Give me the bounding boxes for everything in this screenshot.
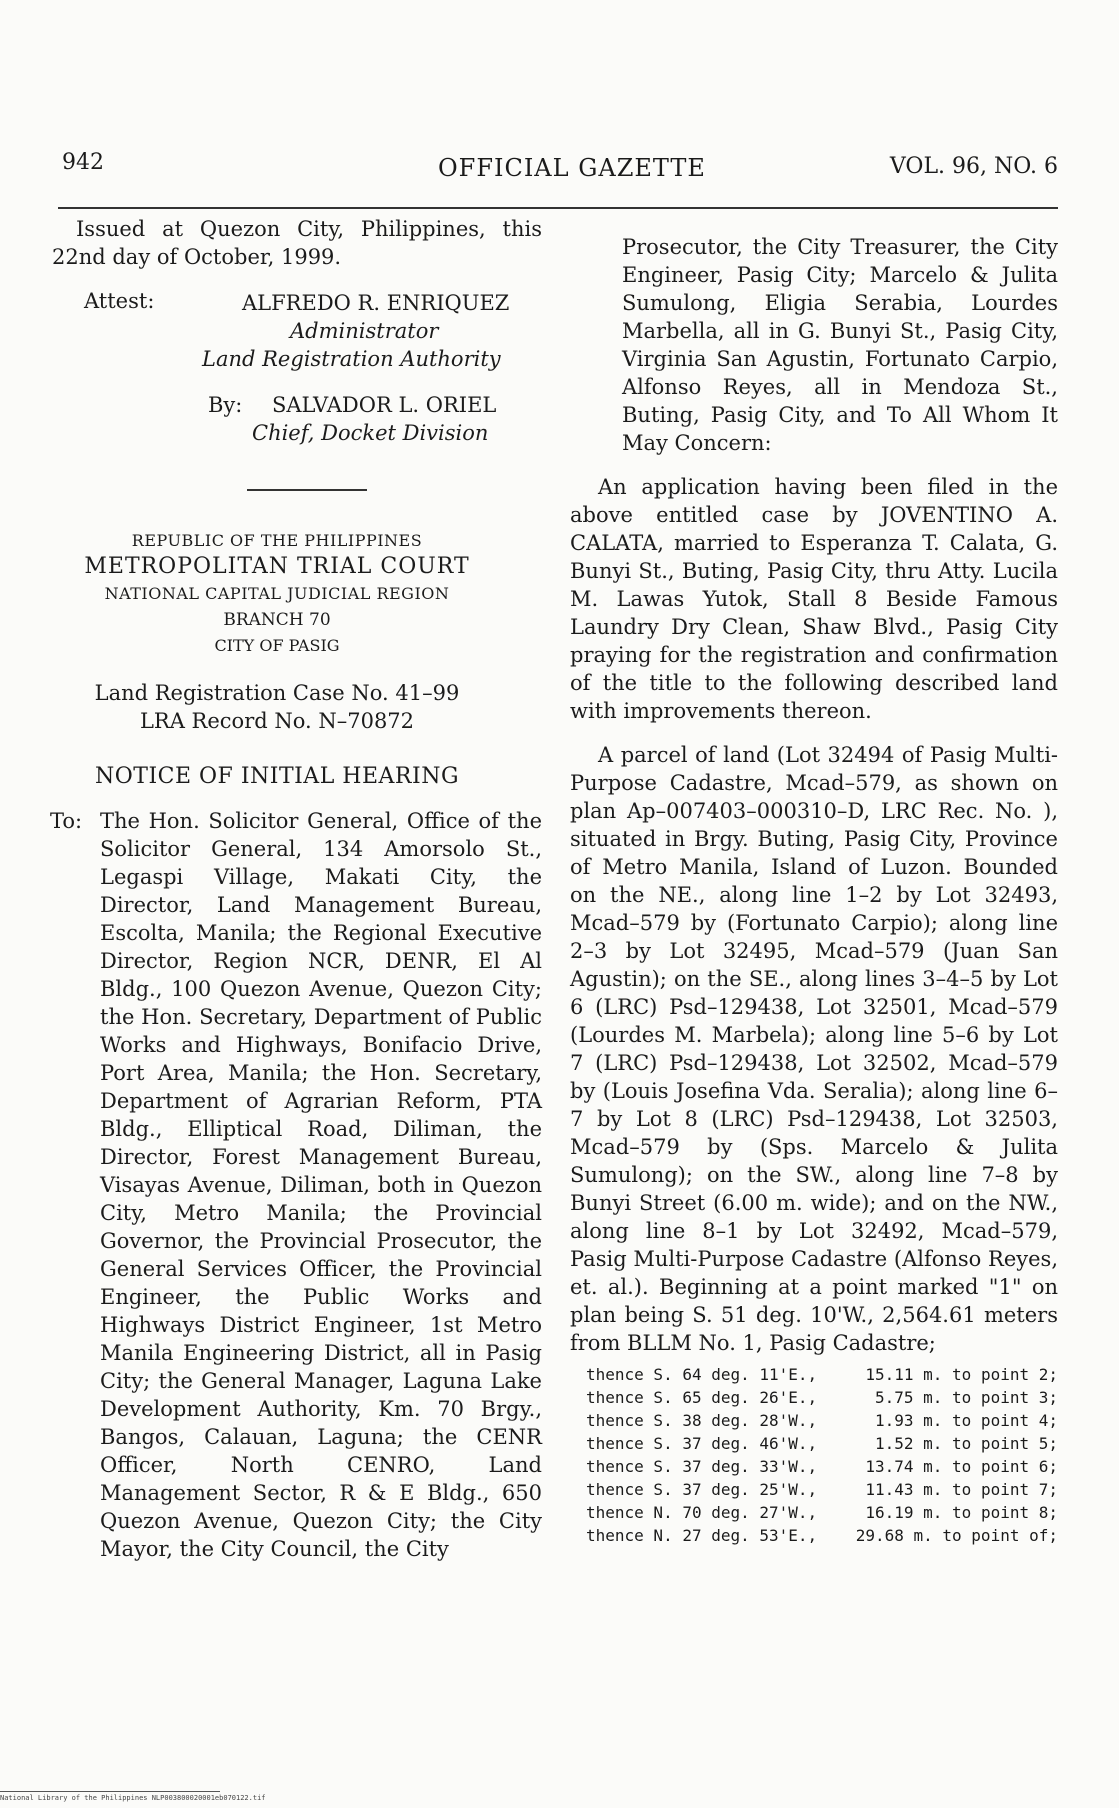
court-branch: BRANCH 70 — [223, 610, 331, 630]
attest-name: ALFREDO R. ENRIQUEZ — [242, 291, 510, 315]
publication-title: OFFICIAL GAZETTE — [438, 154, 706, 182]
bearing-direction: thence S. 37 deg. 46'W., — [586, 1434, 818, 1453]
bearing-row — [570, 1409, 1058, 1432]
bearing-distance: 15.11 m. to point 2; — [865, 1365, 1058, 1384]
bearing-direction: thence N. 70 deg. 27'W., — [586, 1503, 818, 1522]
attest-role-1: Administrator — [290, 319, 439, 343]
footer-rule — [0, 1791, 220, 1792]
bearing-direction: thence S. 64 deg. 11'E., — [586, 1365, 818, 1384]
bearing-row — [570, 1501, 1058, 1524]
volume-number: VOL. 96, NO. 6 — [889, 154, 1058, 179]
bearing-direction: thence N. 27 deg. 53'E., — [586, 1526, 818, 1545]
court-region: NATIONAL CAPITAL JUDICIAL REGION — [104, 584, 450, 603]
court-name: METROPOLITAN TRIAL COURT — [84, 554, 470, 579]
bearing-direction: thence S. 37 deg. 25'W., — [586, 1480, 818, 1499]
section-divider — [247, 489, 367, 491]
bearing-distance: 5.75 m. to point 3; — [874, 1388, 1058, 1407]
bearing-distance: 13.74 m. to point 6; — [865, 1457, 1058, 1476]
bearings-list — [570, 1363, 1058, 1547]
notice-title: NOTICE OF INITIAL HEARING — [94, 764, 460, 789]
page-number: 942 — [62, 150, 104, 175]
issued-line: Issued at Quezon City, Philippines, this 22nd day of October, 1999. — [52, 217, 542, 269]
bearing-row — [570, 1455, 1058, 1478]
bearing-distance: 29.68 m. to point of; — [855, 1526, 1058, 1545]
archive-footer: National Library of the Philippines NLP003800020001eb070122.tif — [0, 1794, 266, 1802]
court-city: CITY OF PASIG — [214, 636, 340, 655]
bearing-row — [570, 1363, 1058, 1386]
bearing-row — [570, 1386, 1058, 1409]
application-text-a: An application having been filed in the above entitled case by — [570, 475, 1058, 527]
application-text-b: , married to Esperanza T. Calata, G. Bunyi St., Buting, Pasig City, thru Atty. Lucila M. Lawas Yutok, Stall 8 Beside Famous Laundry Dry Clean, Shaw Blvd., Pasig City praying for the registration and confirmation of the title to the following described land with improvements thereon. — [570, 531, 1058, 723]
bearing-direction: thence S. 65 deg. 26'E., — [586, 1388, 818, 1407]
bearing-distance: 11.43 m. to point 7; — [865, 1480, 1058, 1499]
addressee-list: The Hon. Solicitor General, Office of the Solicitor General, 134 Amorsolo St., Legaspi Village, Makati City, the Director, Land Management Bureau, Escolta, Manila; the Regional Executive Director, Region NCR, DENR, El Al Bldg., 100 Quezon Avenue, Quezon City; the Hon. Secretary, Department of Public Works and Highways, Bonifacio Drive, Port Area, Manila; the Hon. Secretary, Department of Agrarian Reform, PTA Bldg., Elliptical Road, Diliman, the Director, Forest Management Bureau, Visayas Avenue, Diliman, both in Quezon City, Metro Manila; the Provincial Governor, the Provincial Prosecutor, the General Services Officer, the Provincial Engineer, the Public Works and Highways District Engineer, 1st Metro Manila Engineering District, all in Pasig City; the General Manager, Laguna Lake Development Authority, Km. 70 Brgy., Bangos, Calauan, Laguna; the CENR Officer, North CENRO, Land Management Sector, R & E Bldg., 650 Quezon Avenue, Quezon City; the City Mayor, the City Council, the City — [100, 809, 542, 1561]
land-description: A parcel of land (Lot 32494 of Pasig Multi-Purpose Cadastre, Mcad–579, as shown on plan Ap–007403–000310–D, LRC Rec. No. ), situated in Brgy. Buting, Pasig City, Province of Metro Manila, Island of Luzon. Bounded on the NE., along line 1–2 by Lot 32493, Mcad–579 by (Fortunato Carpio); along line 2–3 by Lot 32495, Mcad–579 (Juan San Agustin); on the SE., along lines 3–4–5 by Lot 6 (LRC) Psd–129438, Lot 32501, Mcad–579 (Lourdes M. Marbela); along line 5–6 by Lot 7 (LRC) Psd–129438, Lot 32502, Mcad–579 by (Louis Josefina Vda. Seralia); along line 6–7 by Lot 8 (LRC) Psd–129438, Lot 32503, Mcad–579 by (Sps. Marcelo & Julita Sumulong); on the SW., along line 7–8 by Bunyi Street (6.00 m. wide); and on the NW., along line 8–1 by Lot 32492, Mcad–579, Pasig Multi-Purpose Cadastre (Alfonso Reyes, et. al.). Beginning at a point marked "1" on plan being S. 51 deg. 10'W., 2,564.61 meters from BLLM No. 1, Pasig Cadastre; — [570, 743, 1058, 1355]
attest-label: Attest: — [84, 289, 155, 313]
by-role: Chief, Docket Division — [252, 421, 489, 445]
header-rule — [58, 207, 1058, 209]
bearing-distance: 16.19 m. to point 8; — [865, 1503, 1058, 1522]
applicant-name: JOVENTINO A. CALATA — [570, 503, 1059, 555]
case-number: Land Registration Case No. 41–99 — [94, 681, 460, 705]
application-paragraph — [570, 473, 1058, 725]
addressees — [52, 807, 542, 1563]
bearing-distance: 1.52 m. to point 5; — [874, 1434, 1058, 1453]
bearing-direction: thence S. 38 deg. 28'W., — [586, 1411, 818, 1430]
attest-role-2: Land Registration Authority — [202, 347, 501, 371]
court-heading — [52, 529, 502, 659]
by-name: SALVADOR L. ORIEL — [272, 393, 497, 417]
bearing-distance: 1.93 m. to point 4; — [874, 1411, 1058, 1430]
case-numbers — [52, 679, 502, 735]
lra-record-number: LRA Record No. N–70872 — [139, 709, 415, 733]
bearing-row — [570, 1524, 1058, 1547]
left-column — [52, 215, 542, 1563]
by-label: By: — [208, 393, 243, 417]
bearing-row — [570, 1432, 1058, 1455]
court-republic: REPUBLIC OF THE PHILIPPINES — [131, 531, 423, 550]
bearing-direction: thence S. 37 deg. 33'W., — [586, 1457, 818, 1476]
page-header — [58, 150, 1058, 190]
addressee-list-continued: Prosecutor, the City Treasurer, the City Engineer, Pasig City; Marcelo & Julita Sumulong, Eligia Serabia, Lourdes Marbella, all in G. Bunyi St., Pasig City, Virginia San Agustin, Fortunato Carpio, Alfonso Reyes, all in Mendoza St., Buting, Pasig City, and To All Whom It May Concern: — [622, 235, 1058, 455]
attest-block — [52, 287, 542, 459]
bearing-row — [570, 1478, 1058, 1501]
to-label: To: — [50, 809, 83, 833]
right-column — [570, 233, 1058, 1547]
